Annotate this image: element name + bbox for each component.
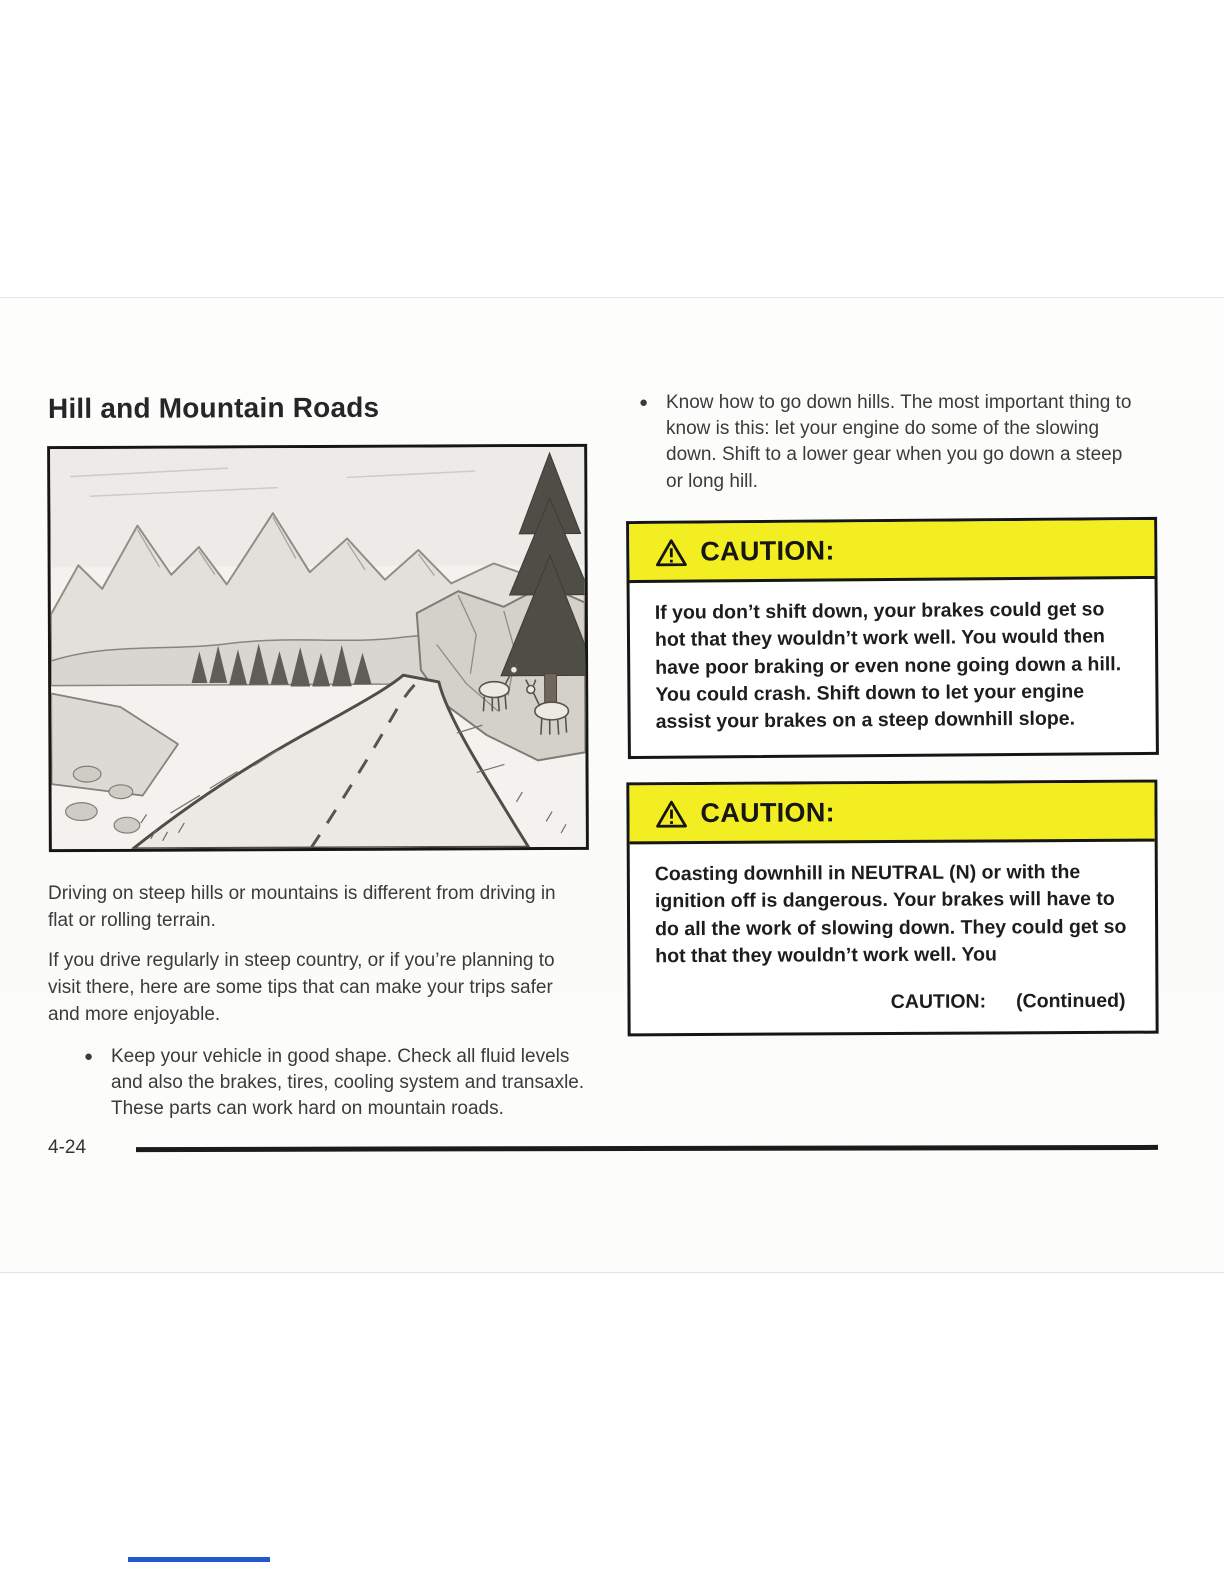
warning-triangle-icon <box>655 800 687 828</box>
caution-title: CAUTION: <box>700 535 835 567</box>
caution-continued <box>630 988 1155 1034</box>
caution-box-2 <box>626 780 1158 1037</box>
caution-continued-text: (Continued) <box>1016 990 1126 1013</box>
list-item-downhill <box>627 390 1158 495</box>
caution-body: If you don’t shift down, your brakes could get so hot that they wouldn’t work well. You would then have poor braking or even none going down a hill. You could crash. Shift down to let your engine assist your brakes on a steep downhill slope. <box>654 598 1122 733</box>
paragraph-tips: If you drive regularly in steep country, or if you’re planning to visit there, here are some tips that can make your trips safer and more enjoyable. <box>48 949 555 1025</box>
bullet-icon: ● <box>84 1047 94 1065</box>
bullet-icon: ● <box>639 394 649 411</box>
list-item-vehicle-shape <box>48 1044 593 1123</box>
caution-body: Coasting downhill in NEUTRAL (N) or with the ignition off is dangerous. Your brakes will have to do all the work of slowing down. They could get so hot that they wouldn’t work well. You <box>654 861 1127 968</box>
caution-title: CAUTION: <box>700 797 835 829</box>
caution-continued-label: CAUTION: <box>890 991 987 1014</box>
right-column <box>627 390 1158 1036</box>
warning-triangle-icon <box>655 538 687 566</box>
paragraph-terrain: Driving on steep hills or mountains is different from driving in flat or rolling terrain. <box>48 883 556 931</box>
list-item-text: Keep your vehicle in good shape. Check all fluid levels and also the brakes, tires, cooling system and transaxle. These parts can work hard on mountain roads. <box>111 1045 585 1120</box>
caution-header <box>629 520 1154 583</box>
section-heading: Hill and Mountain Roads <box>47 391 380 424</box>
left-column <box>48 392 593 1123</box>
hill-road-illustration <box>47 444 589 852</box>
caution-box-1 <box>626 517 1159 760</box>
caution-header <box>629 783 1154 845</box>
page-footer <box>48 1137 1158 1159</box>
list-item-text: Know how to go down hills. The most important thing to know is this: let your engine do some of the slowing down. Shift to a lower gear when you go down a steep or long hill. <box>666 392 1132 492</box>
page-number: 4-24 <box>48 1137 87 1158</box>
footer-rule <box>136 1144 1158 1151</box>
mountain-road-sketch <box>50 447 586 849</box>
blue-underline-mark <box>128 1557 270 1562</box>
